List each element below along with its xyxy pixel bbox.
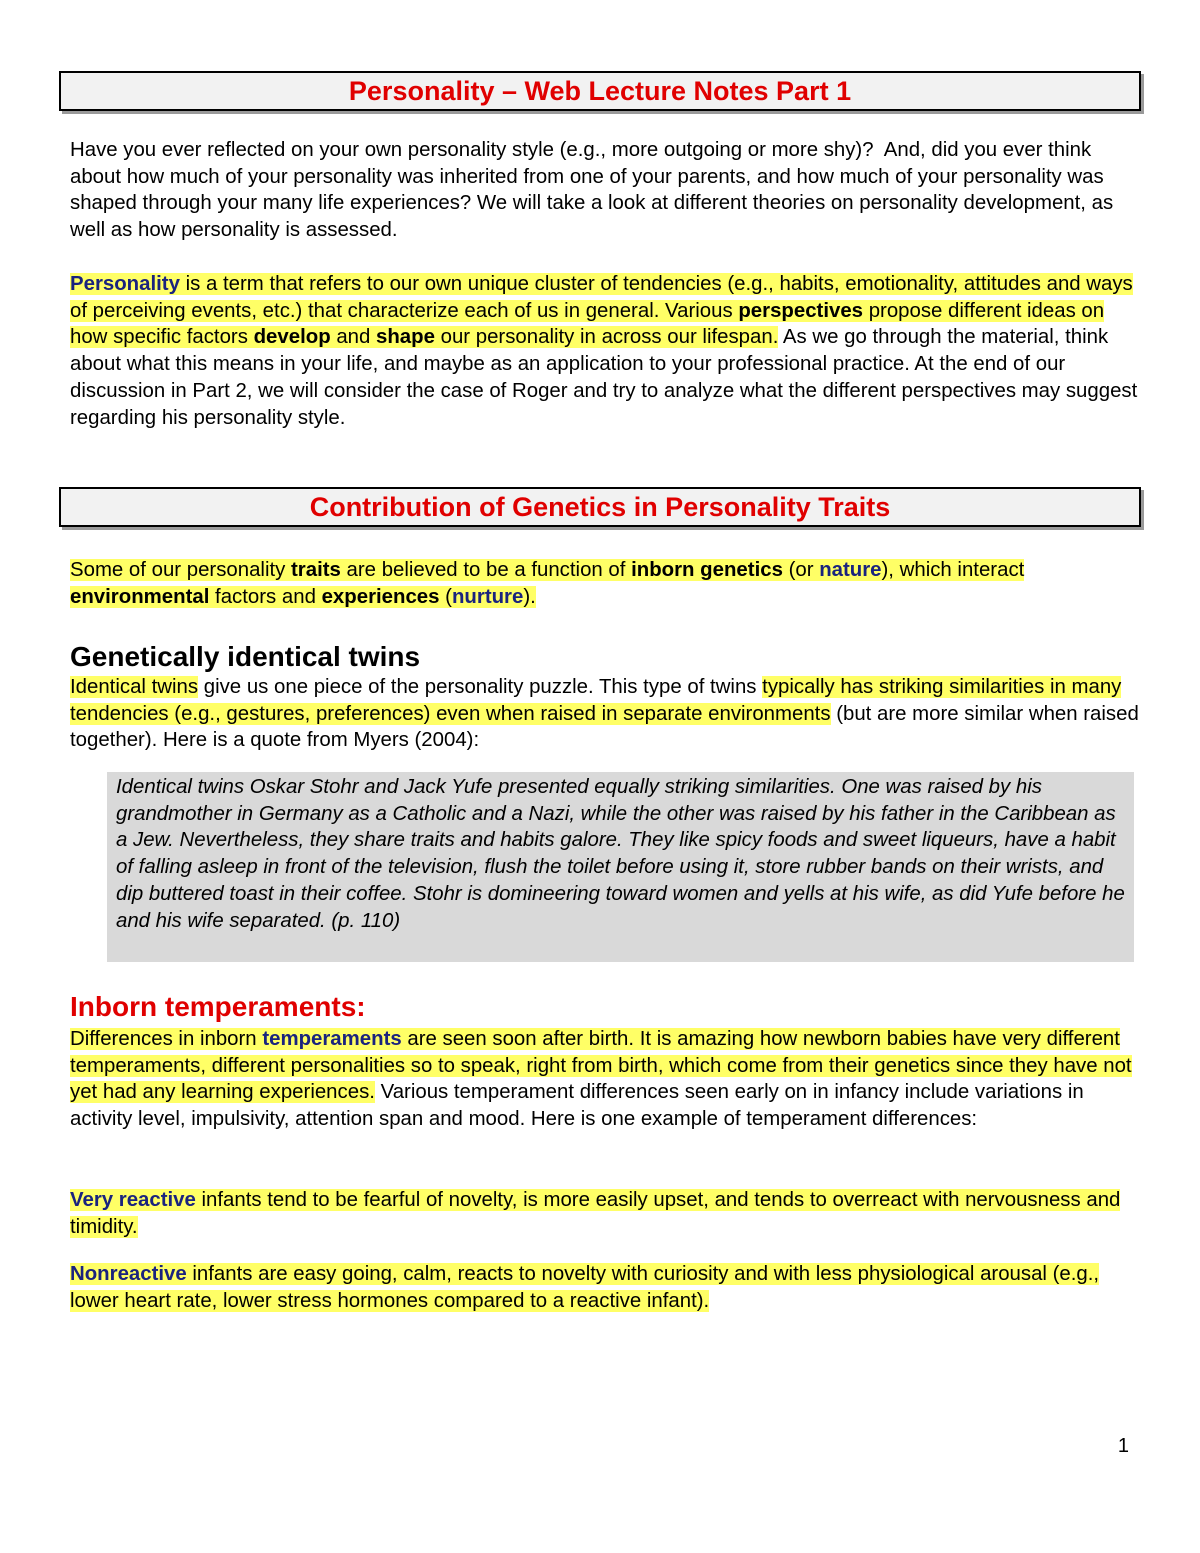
definition-text-3: and <box>330 326 377 349</box>
quote-text: Identical twins Oskar Stohr and Jack Yufe presented equally striking similarities. One was raised by his grandmother in Germany as a Catholic and a Nazi, while the other was raised by his father in the Caribbean as a Jew. Nevertheless, they share traits and habits galore. They like spicy foods and sweet liqueurs, have a habit of falling asleep in front of the television, flush the toilet before using it, store rubber bands on their wrists, and dip buttered toast in their coffee. Stohr is domineering toward women and yells at his wife, as did Yufe before he and his wife separated. (p. 110) <box>116 776 1125 932</box>
term-develop: develop <box>253 326 331 349</box>
genetics-text-6: ( <box>439 585 452 608</box>
nonreactive-paragraph <box>70 1261 1140 1314</box>
genetics-text-3: (or <box>782 559 820 581</box>
definition-text-1: is a term that refers to our own unique cluster of tendencies (e.g., habits, emotionality, attitudes and ways of perceiving events, etc.) that characterize each of us in general. Various <box>70 273 1133 322</box>
twins-text-2: (but are more similar when raised together). Here is a quote from Myers (2004): <box>70 702 1139 752</box>
term-temperaments: temperaments <box>262 1028 402 1050</box>
page-title: Personality – Web Lecture Notes Part 1 <box>348 75 852 106</box>
temperaments-paragraph <box>70 1026 1140 1133</box>
section-title-genetics: Contribution of Genetics in Personality Traits <box>309 491 891 522</box>
title-box-part1 <box>59 71 1141 111</box>
reactive-paragraph <box>70 1187 1140 1240</box>
term-perspectives: perspectives <box>738 299 864 322</box>
genetics-text-2: are believed to be a function of <box>340 559 632 581</box>
page-number: 1 <box>1117 1435 1129 1457</box>
genetics-text-1: Some of our personality <box>70 559 292 581</box>
twins-highlight-1: Identical twins <box>70 676 199 698</box>
term-inborn-genetics: inborn genetics <box>631 559 783 581</box>
intro-text: Have you ever reflected on your own personality style (e.g., more outgoing or more shy)? And, did you ever think about how much of your personality was inherited from one of your parents, and how much of your personality was shaped through your many life experiences? We will take a look at different theories on personality development, as well as how personality is assessed. <box>70 139 1114 242</box>
definition-paragraph <box>70 271 1140 431</box>
definition-rest: As we go through the material, think about what this means in your life, and maybe as an application to your professional practice. At the end of our discussion in Part 2, we will consider the case of Roger and try to analyze what the different perspectives may suggest regarding his personality style. <box>70 326 1138 429</box>
twins-highlight-2: typically has striking similarities in many tendencies (e.g., gestures, preferences) even when raised in separate environments <box>70 676 1122 725</box>
twins-paragraph <box>70 674 1140 754</box>
twins-text-1: give us one piece of the personality puzzle. This type of twins <box>198 676 763 698</box>
term-traits: traits <box>291 559 341 581</box>
nonreactive-highlight <box>70 1263 1099 1312</box>
temperaments-text-1: Differences in inborn <box>70 1028 263 1050</box>
nonreactive-text: infants are easy going, calm, reacts to novelty with curiosity and with less physiological arousal (e.g., lower heart rate, lower stress hormones compared to a reactive infant). <box>70 1263 1100 1312</box>
term-nonreactive: Nonreactive <box>70 1263 187 1285</box>
genetics-paragraph <box>70 557 1140 610</box>
definition-text-2: propose different ideas on how specific factors <box>70 299 1105 349</box>
term-personality: Personality <box>70 273 180 295</box>
genetics-highlight <box>70 559 1024 608</box>
term-very-reactive: Very reactive <box>70 1189 196 1211</box>
genetics-text-4: ), which interact <box>881 559 1025 581</box>
term-nurture: nurture <box>451 585 524 608</box>
reactive-highlight <box>70 1189 1120 1238</box>
term-nature: nature <box>819 559 882 581</box>
genetics-text-7: ). <box>523 585 536 608</box>
term-environmental: environmental <box>70 585 210 608</box>
temperaments-rest: Various temperament differences seen early on in infancy include variations in activity level, impulsivity, attention span and mood. Here is one example of temperament differences: <box>70 1081 1084 1131</box>
term-shape: shape <box>376 326 435 349</box>
twins-quote-block <box>107 772 1134 962</box>
twins-heading: Genetically identical twins <box>70 641 421 672</box>
genetics-text-5: factors and <box>209 585 322 608</box>
reactive-text: infants tend to be fearful of novelty, is more easily upset, and tends to overreact with nervousness and timidity. <box>70 1189 1121 1238</box>
intro-paragraph <box>70 137 1140 244</box>
temperaments-heading: Inborn temperaments: <box>70 991 366 1022</box>
term-experiences: experiences <box>321 585 440 608</box>
definition-text-4: our personality in across our lifespan. <box>434 326 779 349</box>
title-box-genetics <box>59 487 1141 527</box>
temperaments-text-2: are seen soon after birth. It is amazing how newborn babies have very different temperaments, different personalities so to speak, right from birth, which come from their genetics since they have not yet had any learning experiences. <box>70 1028 1132 1104</box>
